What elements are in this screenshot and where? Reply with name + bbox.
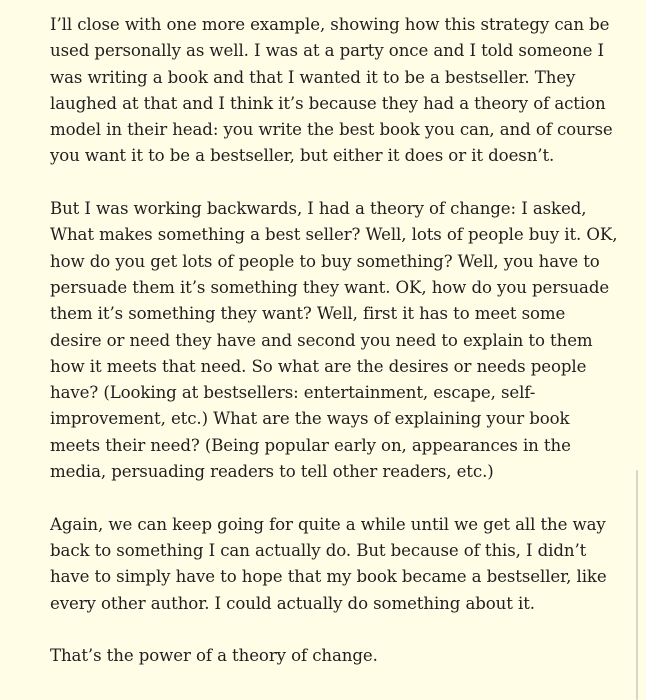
text-line: Again, we can keep going for quite a while until we get all the way	[50, 514, 606, 534]
paragraph-conclusion	[50, 643, 620, 669]
vertical-scrollbar[interactable]	[636, 470, 638, 700]
text-line: media, persuading readers to tell other readers, etc.)	[50, 462, 494, 482]
text-line: What makes something a best seller? Well, lots of people buy it. OK,	[50, 225, 618, 245]
text-line: That’s the power of a theory of change.	[50, 646, 378, 666]
article-body	[50, 12, 620, 696]
text-line: persuade them it’s something they want. OK, how do you persuade	[50, 277, 610, 297]
paragraph-keep-going	[50, 512, 620, 617]
text-line: them it’s something they want? Well, first it has to meet some	[50, 304, 566, 324]
text-line: improvement, etc.) What are the ways of explaining your book	[50, 409, 570, 429]
text-line: have? (Looking at bestsellers: entertainment, escape, self-	[50, 383, 536, 403]
text-line: have to simply have to hope that my book became a bestseller, like	[50, 567, 607, 587]
text-line: meets their need? (Being popular early on, appearances in the	[50, 435, 571, 455]
text-line: you want it to be a bestseller, but either it does or it doesn’t.	[50, 146, 555, 166]
text-line: desire or need they have and second you need to explain to them	[50, 330, 593, 350]
text-line: how do you get lots of people to buy something? Well, you have to	[50, 251, 600, 271]
text-line: every other author. I could actually do something about it.	[50, 593, 535, 613]
paragraph-working-backwards	[50, 196, 620, 485]
text-line: how it meets that need. So what are the desires or needs people	[50, 356, 587, 376]
text-line: used personally as well. I was at a party once and I told someone I	[50, 41, 604, 61]
text-line: back to something I can actually do. But because of this, I didn’t	[50, 540, 587, 560]
paragraph-party-example	[50, 12, 620, 170]
text-line: I’ll close with one more example, showing how this strategy can be	[50, 15, 610, 34]
text-line: But I was working backwards, I had a theory of change: I asked,	[50, 199, 587, 219]
text-line: laughed at that and I think it’s because they had a theory of action	[50, 93, 606, 113]
text-line: was writing a book and that I wanted it to be a bestseller. They	[50, 67, 576, 87]
text-line: model in their head: you write the best book you can, and of course	[50, 120, 613, 140]
